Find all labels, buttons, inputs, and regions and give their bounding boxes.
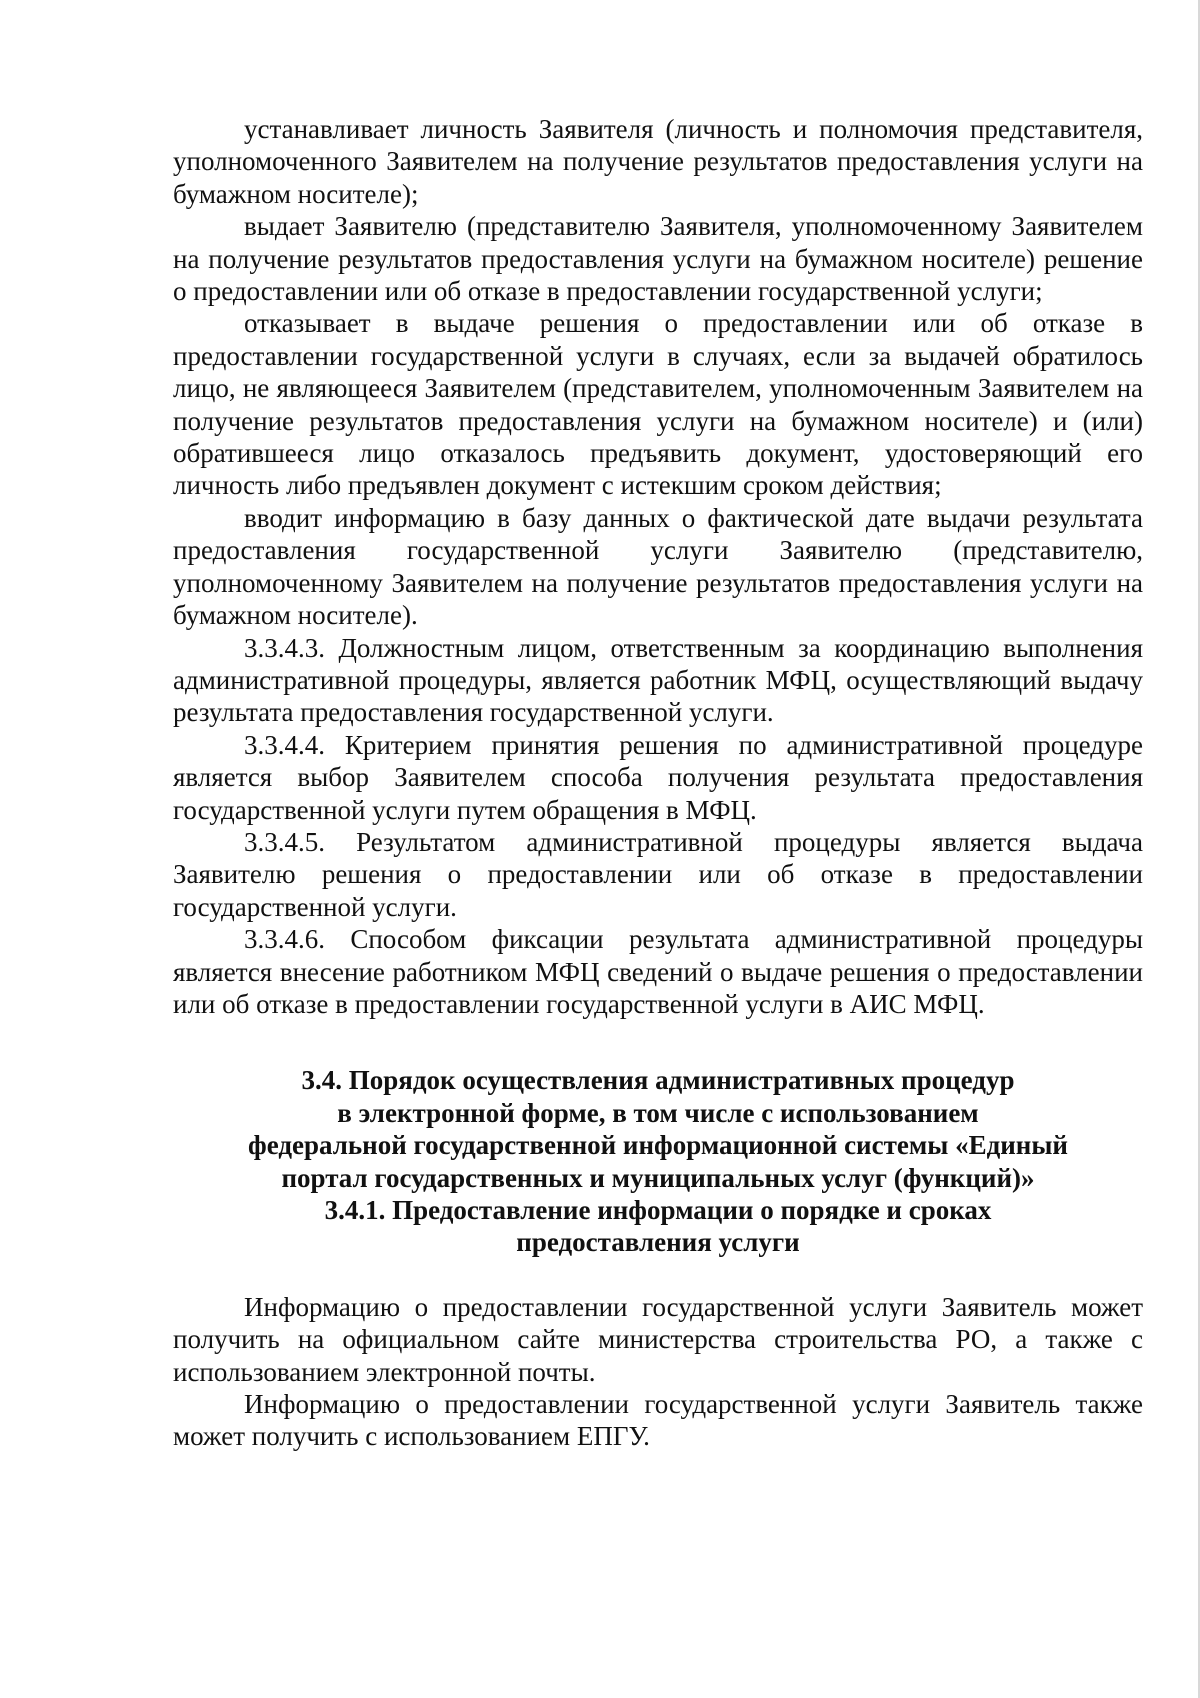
paragraph-3-3-4-6: 3.3.4.6. Способом фиксации результата административной процедуры является внесение работником МФЦ сведений о выдаче решения о предоставлении или об отказе в предоставлении государственной услуги в АИС МФЦ.	[173, 924, 1143, 1019]
spacer	[173, 1259, 1143, 1291]
heading-line: федеральной государственной информационной системы «Единый	[248, 1130, 1068, 1161]
paragraph-info-official-site: Информацию о предоставлении государственной услуги Заявитель может получить на официальном сайте министерства строительства РО, а также с использованием электронной почты.	[173, 1291, 1143, 1387]
paragraph-enters-information: вводит информацию в базу данных о фактической дате выдачи результата предоставления государственной услуги Заявителю (представителю, уполномоченному Заявителем на получение результатов предоставления услуги на бумажном носителе).	[173, 502, 1143, 631]
paragraph-3-3-4-4: 3.3.4.4. Критерием принятия решения по административной процедуре является выбор Заявителем способа получения результата предоставления государственной услуги путем обращения в МФЦ.	[173, 729, 1143, 825]
heading-line: 3.4.1. Предоставление информации о порядке и сроках	[324, 1195, 992, 1225]
paragraph-refuses-issuance: отказывает в выдаче решения о предоставлении или об отказе в предоставлении государственной услуги в случаях, если за выдачей обратилось лицо, не являющееся Заявителем (представителем, уполномоченным Заявителем на получение результатов предоставления услуги на бумажном носителе) и (или) обратившееся лицо отказалось предъявить документ, удостоверяющий его личность либо предъявлен документ с истекшим сроком действия;	[173, 308, 1143, 501]
heading-line: в электронной форме, в том числе с использованием	[337, 1097, 979, 1128]
document-page	[173, 113, 1143, 1453]
heading-line: 3.4. Порядок осуществления административных процедур	[301, 1065, 1015, 1096]
section-heading-3-4	[173, 1064, 1143, 1258]
paragraph-issues-decision: выдает Заявителю (представителю Заявителя, уполномоченному Заявителем на получение результатов предоставления услуги на бумажном носителе) решение о предоставлении или об отказе в предоставлении государственной услуги;	[173, 211, 1143, 307]
paragraph-3-3-4-5: 3.3.4.5. Результатом административной процедуры является выдача Заявителю решения о предоставлении или об отказе в предоставлении государственной услуги.	[173, 826, 1143, 922]
heading-line: портал государственных и муниципальных услуг (функций)»	[281, 1162, 1035, 1193]
paragraph-establishes-identity: устанавливает личность Заявителя (личность и полномочия представителя, уполномоченного Заявителем на получение результатов предоставления услуги на бумажном носителе);	[173, 114, 1143, 209]
paragraph-info-epgu: Информацию о предоставлении государственной услуги Заявитель также может получить с использованием ЕПГУ.	[173, 1389, 1143, 1452]
heading-line: предоставления услуги	[516, 1227, 800, 1258]
paragraph-3-3-4-3: 3.3.4.3. Должностным лицом, ответственным за координацию выполнения административной процедуры, является работник МФЦ, осуществляющий выдачу результата предоставления государственной услуги.	[173, 632, 1143, 728]
